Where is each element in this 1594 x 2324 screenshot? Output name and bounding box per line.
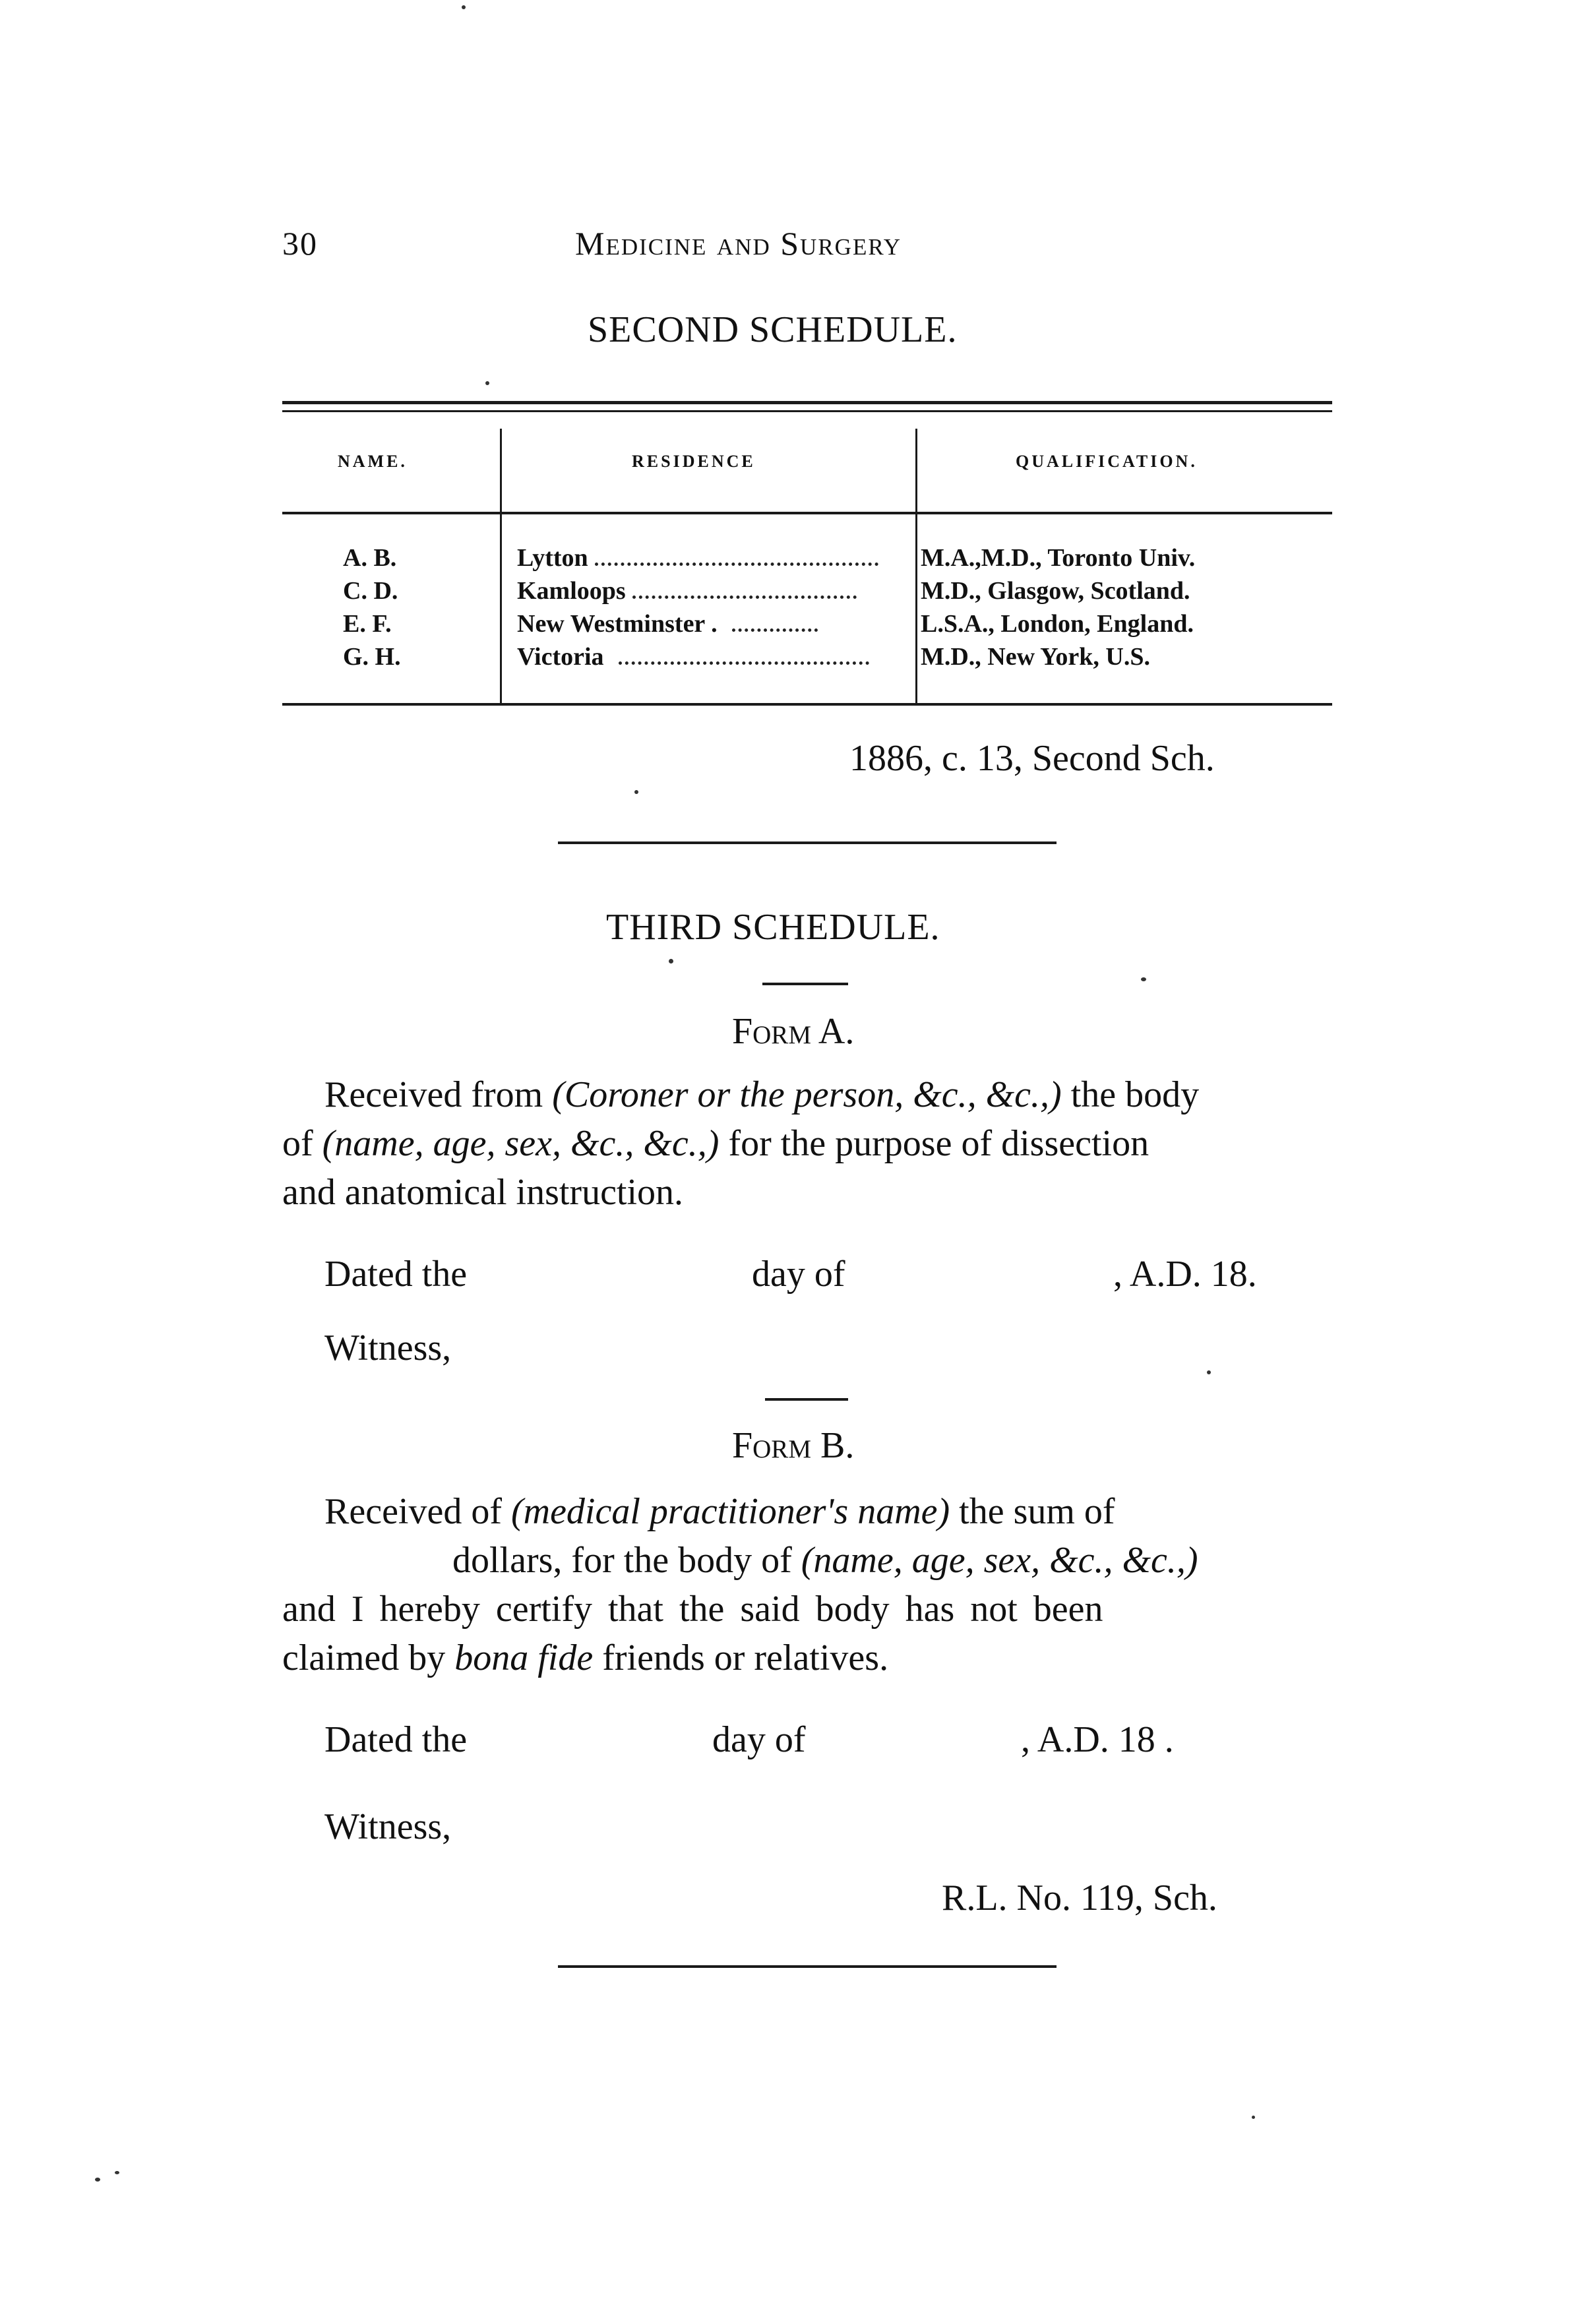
- section-separator: [558, 841, 1057, 844]
- row-name: A. B.: [343, 544, 397, 572]
- form-b-line-3: and I hereby certify that the said body has not been: [282, 1589, 1103, 1630]
- form-a-witness: Witness,: [324, 1328, 452, 1368]
- second-schedule-title: SECOND SCHEDULE.: [588, 309, 958, 350]
- form-b-citation: R.L. No. 119, Sch.: [942, 1878, 1217, 1918]
- scan-speck: [1141, 977, 1146, 981]
- row-residence: New Westminster .: [517, 609, 910, 638]
- form-b-dated-label: Dated the: [324, 1719, 468, 1760]
- second-schedule-citation: 1886, c. 13, Second Sch.: [849, 738, 1215, 779]
- row-qualification: M.A.,M.D., Toronto Univ.: [921, 544, 1196, 572]
- form-a-heading: Form A.: [732, 1011, 855, 1052]
- short-rule: [765, 1398, 848, 1401]
- row-residence: Kamloops: [517, 576, 910, 605]
- scan-speck: [634, 790, 638, 794]
- column-header-qualification: QUALIFICATION.: [1016, 452, 1198, 471]
- page-number: 30: [282, 225, 318, 262]
- third-schedule-title: THIRD SCHEDULE.: [606, 907, 940, 948]
- table-bottom-rule: [282, 703, 1332, 706]
- row-name: C. D.: [343, 577, 398, 605]
- row-qualification: M.D., Glasgow, Scotland.: [921, 577, 1190, 605]
- scan-speck: [669, 959, 673, 963]
- row-name: E. F.: [343, 610, 392, 638]
- table-top-rule-2: [282, 410, 1332, 412]
- table-header-rule: [282, 512, 1332, 514]
- column-header-name: NAME.: [338, 452, 408, 471]
- row-residence: Lytton: [517, 543, 910, 572]
- form-b-witness: Witness,: [324, 1806, 452, 1847]
- form-b-heading: Form B.: [732, 1425, 855, 1466]
- scan-speck: [115, 2171, 119, 2174]
- scan-speck: [1207, 1370, 1211, 1374]
- row-name: G. H.: [343, 643, 401, 671]
- form-a-year: , A.D. 18.: [1113, 1254, 1257, 1295]
- form-b-day-of: day of: [712, 1719, 806, 1760]
- table-top-rule: [282, 401, 1332, 404]
- form-a-line-3: and anatomical instruction.: [282, 1172, 684, 1213]
- scan-speck: [1252, 2116, 1255, 2119]
- form-b-line-1: Received of (medical practitioner's name) the sum of: [324, 1491, 1115, 1532]
- end-rule: [558, 1965, 1057, 1968]
- form-a-line-1: Received from (Coroner or the person, &c., &c.,) the body: [324, 1074, 1200, 1115]
- scan-speck: [485, 381, 489, 385]
- form-b-line-2: dollars, for the body of (name, age, sex, &c., &c.,): [452, 1540, 1198, 1581]
- short-rule: [762, 983, 848, 985]
- scan-speck: [95, 2178, 100, 2182]
- row-qualification: L.S.A., London, England.: [921, 610, 1194, 638]
- column-header-residence: RESIDENCE: [632, 452, 756, 471]
- form-a-line-2: of (name, age, sex, &c., &c.,) for the purpose of dissection: [282, 1123, 1150, 1164]
- form-b-line-4: claimed by bona fide friends or relatives.: [282, 1637, 889, 1678]
- column-divider-1: [500, 429, 502, 706]
- form-a-day-of: day of: [752, 1254, 845, 1295]
- form-b-year: , A.D. 18 .: [1021, 1719, 1174, 1760]
- row-residence: Victoria: [517, 642, 910, 671]
- form-a-dated-label: Dated the: [324, 1254, 468, 1295]
- column-divider-2: [915, 429, 917, 706]
- scan-speck: [462, 5, 466, 9]
- running-title: Medicine and Surgery: [575, 225, 902, 262]
- row-qualification: M.D., New York, U.S.: [921, 643, 1150, 671]
